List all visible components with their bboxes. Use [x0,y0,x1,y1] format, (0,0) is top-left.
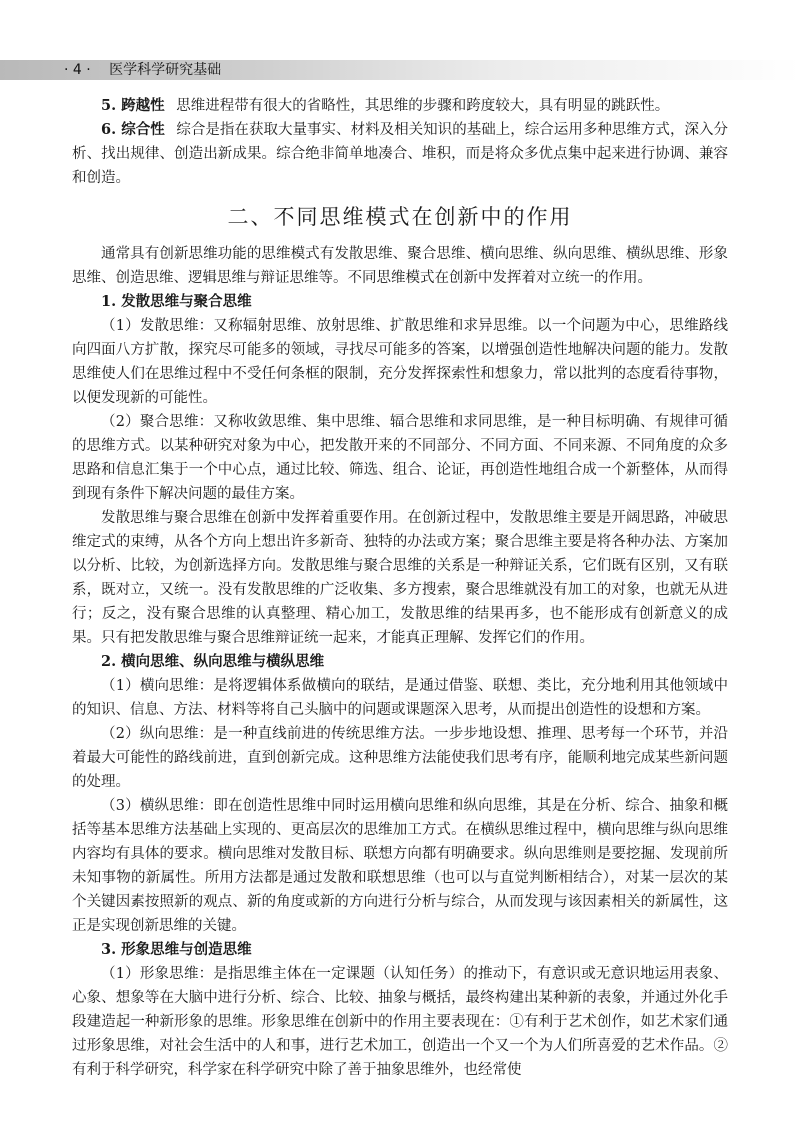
page-body [72,94,728,1082]
lateral-vertical-thinking-paragraph: （3）横纵思维：即在创造性思维中同时运用横向思维和纵向思维，其是在分析、综合、抽象和概括等基本思维方法基础上实现的、更高层次的思维加工方式。在横纵思维过程中，横向思维与纵向思维内容均有具体的要求。横向思维对发散目标、联想方向都有明确要求。纵向思维则是要挖掘、发现前所未知事物的新属性。所用方法都是通过发散和联想思维（也可以与直觉判断相结合），对某一层次的某个关键因素按照新的观点、新的角度或新的方向进行分析与综合，从而发现与该因素相关的新属性，这正是实现创新思维的关键。 [72,798,728,934]
lateral-thinking-paragraph: （1）横向思维：是将逻辑体系做横向的联结，是通过借鉴、联想、类比，充分地利用其他领域中的知识、信息、方法、材料等将自己头脑中的问题或课题深入思考，从而提出创造性的设想和方案。 [72,678,728,718]
divergent-thinking-paragraph: （1）发散思维：又称辐射思维、放射思维、扩散思维和求异思维。以一个问题为中心，思维路线向四面八方扩散，探究尽可能多的领域，寻找尽可能多的答案，以增强创造性地解决问题的能力。发散思维使人们在思维过程中不受任何条框的限制，充分发挥探索性和想象力，常以批判的态度看待事物，以便发现新的可能性。 [72,318,728,406]
item-6-paragraph [72,118,728,190]
section-title: 二、不同思维模式在创新中的作用 [227,205,573,229]
intro-paragraph: 通常具有创新思维功能的思维模式有发散思维、聚合思维、横向思维、纵向思维、横纵思维、形象思维、创造思维、逻辑思维与辩证思维等。不同思维模式在创新中发挥着对立统一的作用。 [72,246,728,286]
imagery-thinking-paragraph: （1）形象思维：是指思维主体在一定课题（认知任务）的推动下，有意识或无意识地运用表象、心象、想象等在大脑中进行分析、综合、比较、抽象与概括，最终构建出某种新的表象，并通过外化手段建造起一种新形象的思维。形象思维在创新中的作用主要表现在：①有利于艺术创作，如艺术家们通过形象思维，对社会生活中的人和事，进行艺术加工，创造出一个又一个为人们所喜爱的艺术作品。②有利于科学研究，科学家在科学研究中除了善于抽象思维外，也经常使 [72,966,728,1078]
subsection-3-title: 3. 形象思维与创造思维 [101,941,252,958]
divergent-convergent-relation-paragraph: 发散思维与聚合思维在创新中发挥着重要作用。在创新过程中，发散思维主要是开阔思路，冲破思维定式的束缚，从各个方向上想出许多新奇、独特的办法或方案；聚合思维主要是将各种办法、方案加以分析、比较，为创新选择方向。发散思维与聚合思维的关系是一种辩证关系，它们既有区别，又有联系，既对立，又统一。没有发散思维的广泛收集、多方搜索，聚合思维就没有加工的对象，也就无从进行；反之，没有聚合思维的认真整理、精心加工，发散思维的结果再多，也不能形成有创新意义的成果。只有把发散思维与聚合思维辩证统一起来，才能真正理解、发挥它们的作用。 [72,510,728,646]
item-5-term: 5. 跨越性 [101,97,165,114]
page-number: · 4 · [64,62,91,78]
book-title: 医学科学研究基础 [109,62,222,78]
item-6-term: 6. 综合性 [101,121,165,138]
item-6-text: 综合是指在获取大量事实、材料及相关知识的基础上，综合运用多种思维方式，深入分析、找出规律、创造出新成果。综合绝非简单地凑合、堆积，而是将众多优点集中起来进行协调、兼容和创造。 [72,122,729,186]
convergent-thinking-paragraph: （2）聚合思维：又称收敛思维、集中思维、辐合思维和求同思维，是一种目标明确、有规律可循的思维方式。以某种研究对象为中心，把发散开来的不同部分、不同方面、不同来源、不同角度的众多思路和信息汇集于一个中心点，通过比较、筛选、组合、论证，再创造性地组合成一个新整体，从而得到现有条件下解决问题的最佳方案。 [72,414,728,502]
running-header [64,60,221,80]
item-5-paragraph [72,94,728,118]
item-5-text: 思维进程带有很大的省略性，其思维的步骤和跨度较大，具有明显的跳跃性。 [176,98,670,114]
subsection-1-title: 1. 发散思维与聚合思维 [101,293,252,310]
subsection-2-title: 2. 横向思维、纵向思维与横纵思维 [101,653,325,670]
vertical-thinking-paragraph: （2）纵向思维：是一种直线前进的传统思维方法。一步步地设想、推理、思考每一个环节，并沿着最大可能性的路线前进，直到创新完成。这种思维方法能使我们思考有序，能顺利地完成某些新问题的处理。 [72,726,728,790]
